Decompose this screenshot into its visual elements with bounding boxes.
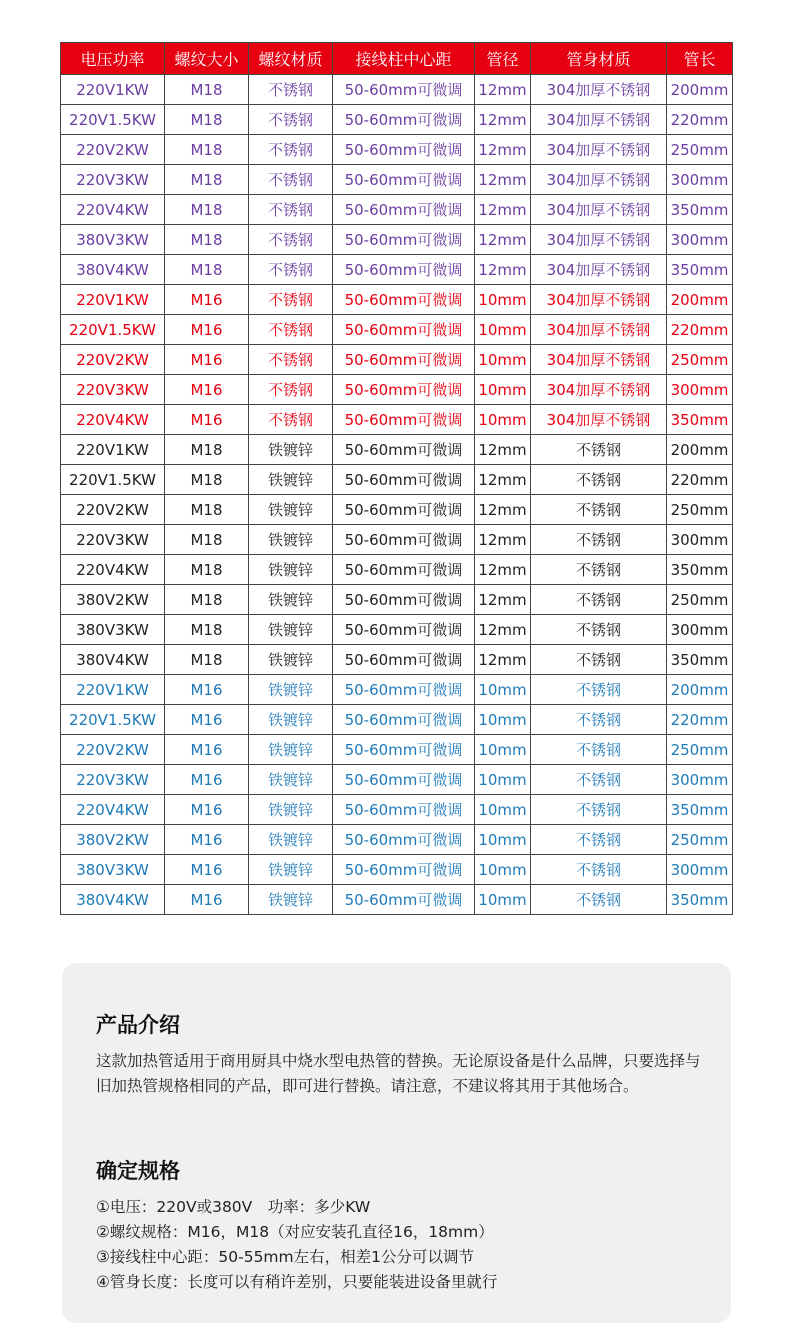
spec-table	[60, 42, 733, 915]
cell-thread-size: M18	[165, 255, 249, 285]
cell-thread-material: 不锈钢	[249, 135, 333, 165]
cell-tube-diameter: 12mm	[475, 645, 531, 675]
cell-tube-material: 304加厚不锈钢	[531, 225, 667, 255]
cell-tube-length: 300mm	[667, 855, 733, 885]
cell-thread-material: 铁镀锌	[249, 585, 333, 615]
table-header-row	[61, 43, 733, 75]
cell-tube-material: 不锈钢	[531, 615, 667, 645]
cell-tube-material: 304加厚不锈钢	[531, 195, 667, 225]
cell-tube-diameter: 10mm	[475, 315, 531, 345]
cell-thread-size: M18	[165, 225, 249, 255]
cell-thread-material: 不锈钢	[249, 345, 333, 375]
cell-voltage-power: 220V3KW	[61, 525, 165, 555]
cell-thread-size: M16	[165, 315, 249, 345]
cell-thread-material: 铁镀锌	[249, 765, 333, 795]
table-row	[61, 465, 733, 495]
cell-terminal-distance: 50-60mm可微调	[333, 645, 475, 675]
cell-voltage-power: 220V2KW	[61, 345, 165, 375]
cell-thread-material: 铁镀锌	[249, 855, 333, 885]
cell-thread-size: M18	[165, 585, 249, 615]
header-terminal-distance: 接线柱中心距	[333, 43, 475, 75]
cell-terminal-distance: 50-60mm可微调	[333, 465, 475, 495]
spec-item-length: ④管身长度：长度可以有稍许差别，只要能装进设备里就行	[96, 1273, 498, 1291]
cell-terminal-distance: 50-60mm可微调	[333, 405, 475, 435]
spec-item-voltage: ①电压：220V或380V 功率：多少KW	[96, 1198, 371, 1216]
cell-tube-diameter: 12mm	[475, 555, 531, 585]
cell-terminal-distance: 50-60mm可微调	[333, 285, 475, 315]
cell-thread-material: 不锈钢	[249, 285, 333, 315]
cell-tube-diameter: 12mm	[475, 195, 531, 225]
cell-tube-material: 304加厚不锈钢	[531, 75, 667, 105]
cell-terminal-distance: 50-60mm可微调	[333, 345, 475, 375]
cell-tube-length: 350mm	[667, 795, 733, 825]
cell-voltage-power: 220V1KW	[61, 75, 165, 105]
cell-thread-material: 不锈钢	[249, 405, 333, 435]
cell-tube-material: 不锈钢	[531, 855, 667, 885]
spec-item-terminal: ③接线柱中心距：50-55mm左右，相差1公分可以调节	[96, 1248, 474, 1266]
cell-tube-diameter: 12mm	[475, 435, 531, 465]
cell-tube-length: 220mm	[667, 465, 733, 495]
cell-terminal-distance: 50-60mm可微调	[333, 585, 475, 615]
header-thread-material: 螺纹材质	[249, 43, 333, 75]
cell-voltage-power: 220V1.5KW	[61, 465, 165, 495]
header-voltage-power: 电压功率	[61, 43, 165, 75]
table-row	[61, 675, 733, 705]
cell-tube-material: 304加厚不锈钢	[531, 255, 667, 285]
cell-thread-material: 铁镀锌	[249, 795, 333, 825]
table-row	[61, 405, 733, 435]
cell-voltage-power: 220V1.5KW	[61, 105, 165, 135]
table-row	[61, 105, 733, 135]
table-row	[61, 195, 733, 225]
cell-thread-size: M18	[165, 495, 249, 525]
cell-tube-material: 不锈钢	[531, 885, 667, 915]
cell-tube-length: 200mm	[667, 675, 733, 705]
cell-thread-material: 不锈钢	[249, 195, 333, 225]
cell-tube-length: 300mm	[667, 225, 733, 255]
table-row	[61, 585, 733, 615]
cell-tube-diameter: 10mm	[475, 405, 531, 435]
cell-terminal-distance: 50-60mm可微调	[333, 165, 475, 195]
cell-voltage-power: 220V1.5KW	[61, 315, 165, 345]
table-row	[61, 855, 733, 885]
cell-voltage-power: 220V2KW	[61, 495, 165, 525]
cell-thread-material: 铁镀锌	[249, 435, 333, 465]
table-row	[61, 555, 733, 585]
cell-thread-material: 铁镀锌	[249, 495, 333, 525]
cell-tube-material: 304加厚不锈钢	[531, 375, 667, 405]
cell-terminal-distance: 50-60mm可微调	[333, 555, 475, 585]
cell-terminal-distance: 50-60mm可微调	[333, 495, 475, 525]
cell-thread-size: M16	[165, 825, 249, 855]
cell-tube-diameter: 12mm	[475, 105, 531, 135]
cell-thread-size: M18	[165, 435, 249, 465]
cell-thread-size: M18	[165, 105, 249, 135]
cell-tube-diameter: 10mm	[475, 735, 531, 765]
cell-tube-material: 不锈钢	[531, 645, 667, 675]
cell-tube-diameter: 10mm	[475, 765, 531, 795]
cell-tube-diameter: 12mm	[475, 255, 531, 285]
spec-title: 确定规格	[96, 1159, 180, 1183]
cell-terminal-distance: 50-60mm可微调	[333, 315, 475, 345]
cell-tube-length: 220mm	[667, 105, 733, 135]
cell-tube-material: 不锈钢	[531, 585, 667, 615]
cell-thread-material: 不锈钢	[249, 315, 333, 345]
table-row	[61, 705, 733, 735]
cell-tube-length: 350mm	[667, 405, 733, 435]
cell-tube-material: 不锈钢	[531, 705, 667, 735]
cell-thread-material: 不锈钢	[249, 255, 333, 285]
cell-tube-material: 不锈钢	[531, 675, 667, 705]
table-row	[61, 885, 733, 915]
cell-tube-material: 不锈钢	[531, 495, 667, 525]
cell-tube-diameter: 10mm	[475, 825, 531, 855]
cell-thread-size: M16	[165, 375, 249, 405]
cell-tube-material: 304加厚不锈钢	[531, 315, 667, 345]
table-row	[61, 255, 733, 285]
cell-thread-size: M18	[165, 525, 249, 555]
cell-tube-length: 300mm	[667, 165, 733, 195]
cell-thread-size: M16	[165, 855, 249, 885]
cell-voltage-power: 380V4KW	[61, 255, 165, 285]
cell-tube-length: 250mm	[667, 735, 733, 765]
cell-terminal-distance: 50-60mm可微调	[333, 615, 475, 645]
header-thread-size: 螺纹大小	[165, 43, 249, 75]
cell-thread-material: 不锈钢	[249, 375, 333, 405]
cell-thread-size: M16	[165, 885, 249, 915]
cell-tube-length: 300mm	[667, 375, 733, 405]
cell-thread-material: 不锈钢	[249, 105, 333, 135]
table-row	[61, 645, 733, 675]
cell-voltage-power: 380V3KW	[61, 615, 165, 645]
cell-terminal-distance: 50-60mm可微调	[333, 705, 475, 735]
cell-voltage-power: 220V1KW	[61, 285, 165, 315]
cell-thread-size: M18	[165, 615, 249, 645]
cell-thread-size: M16	[165, 795, 249, 825]
cell-thread-size: M16	[165, 285, 249, 315]
cell-voltage-power: 220V1KW	[61, 675, 165, 705]
cell-terminal-distance: 50-60mm可微调	[333, 735, 475, 765]
cell-tube-diameter: 10mm	[475, 675, 531, 705]
cell-terminal-distance: 50-60mm可微调	[333, 795, 475, 825]
cell-thread-material: 铁镀锌	[249, 645, 333, 675]
cell-thread-size: M18	[165, 165, 249, 195]
cell-tube-length: 200mm	[667, 285, 733, 315]
cell-terminal-distance: 50-60mm可微调	[333, 135, 475, 165]
cell-voltage-power: 220V3KW	[61, 165, 165, 195]
table-row	[61, 165, 733, 195]
cell-voltage-power: 380V4KW	[61, 645, 165, 675]
cell-thread-size: M16	[165, 765, 249, 795]
table-row	[61, 315, 733, 345]
cell-tube-length: 350mm	[667, 255, 733, 285]
cell-thread-size: M16	[165, 675, 249, 705]
cell-tube-diameter: 12mm	[475, 165, 531, 195]
cell-thread-material: 铁镀锌	[249, 465, 333, 495]
cell-thread-size: M16	[165, 405, 249, 435]
cell-terminal-distance: 50-60mm可微调	[333, 825, 475, 855]
header-tube-diameter: 管径	[475, 43, 531, 75]
cell-tube-diameter: 10mm	[475, 885, 531, 915]
cell-thread-size: M18	[165, 195, 249, 225]
cell-thread-material: 铁镀锌	[249, 555, 333, 585]
spec-list	[96, 1195, 497, 1295]
cell-tube-length: 220mm	[667, 315, 733, 345]
cell-voltage-power: 380V2KW	[61, 825, 165, 855]
cell-terminal-distance: 50-60mm可微调	[333, 255, 475, 285]
cell-thread-material: 铁镀锌	[249, 525, 333, 555]
cell-thread-material: 不锈钢	[249, 165, 333, 195]
cell-thread-size: M16	[165, 735, 249, 765]
header-tube-length: 管长	[667, 43, 733, 75]
cell-tube-material: 304加厚不锈钢	[531, 285, 667, 315]
cell-voltage-power: 220V4KW	[61, 795, 165, 825]
table-row	[61, 525, 733, 555]
cell-tube-material: 不锈钢	[531, 825, 667, 855]
cell-tube-length: 300mm	[667, 615, 733, 645]
cell-tube-material: 304加厚不锈钢	[531, 105, 667, 135]
cell-thread-size: M18	[165, 555, 249, 585]
cell-tube-length: 300mm	[667, 765, 733, 795]
cell-terminal-distance: 50-60mm可微调	[333, 375, 475, 405]
cell-voltage-power: 380V3KW	[61, 225, 165, 255]
cell-tube-length: 200mm	[667, 75, 733, 105]
cell-voltage-power: 380V2KW	[61, 585, 165, 615]
cell-tube-material: 不锈钢	[531, 765, 667, 795]
cell-tube-diameter: 12mm	[475, 525, 531, 555]
cell-voltage-power: 220V1KW	[61, 435, 165, 465]
cell-voltage-power: 220V4KW	[61, 555, 165, 585]
cell-tube-material: 304加厚不锈钢	[531, 165, 667, 195]
cell-thread-material: 不锈钢	[249, 225, 333, 255]
cell-tube-length: 350mm	[667, 645, 733, 675]
cell-tube-diameter: 10mm	[475, 345, 531, 375]
table-row	[61, 825, 733, 855]
cell-tube-length: 250mm	[667, 585, 733, 615]
cell-tube-diameter: 10mm	[475, 795, 531, 825]
cell-tube-diameter: 10mm	[475, 705, 531, 735]
cell-thread-size: M18	[165, 75, 249, 105]
intro-body: 这款加热管适用于商用厨具中烧水型电热管的替换。无论原设备是什么品牌，只要选择与旧加热管规格相同的产品，即可进行替换。请注意，不建议将其用于其他场合。	[96, 1052, 701, 1095]
header-tube-material: 管身材质	[531, 43, 667, 75]
cell-tube-material: 不锈钢	[531, 735, 667, 765]
cell-voltage-power: 220V3KW	[61, 765, 165, 795]
cell-tube-material: 不锈钢	[531, 435, 667, 465]
cell-thread-size: M18	[165, 465, 249, 495]
cell-tube-length: 250mm	[667, 825, 733, 855]
table-row	[61, 795, 733, 825]
cell-voltage-power: 380V3KW	[61, 855, 165, 885]
cell-voltage-power: 220V3KW	[61, 375, 165, 405]
cell-terminal-distance: 50-60mm可微调	[333, 435, 475, 465]
cell-thread-size: M18	[165, 135, 249, 165]
table-body	[61, 75, 733, 915]
cell-tube-diameter: 12mm	[475, 465, 531, 495]
table-row	[61, 375, 733, 405]
cell-thread-size: M18	[165, 645, 249, 675]
cell-voltage-power: 220V4KW	[61, 195, 165, 225]
cell-tube-material: 304加厚不锈钢	[531, 135, 667, 165]
cell-thread-material: 铁镀锌	[249, 615, 333, 645]
cell-terminal-distance: 50-60mm可微调	[333, 885, 475, 915]
cell-voltage-power: 220V4KW	[61, 405, 165, 435]
cell-tube-length: 350mm	[667, 885, 733, 915]
cell-terminal-distance: 50-60mm可微调	[333, 675, 475, 705]
table-row	[61, 75, 733, 105]
cell-terminal-distance: 50-60mm可微调	[333, 75, 475, 105]
table-row	[61, 735, 733, 765]
table-row	[61, 495, 733, 525]
cell-tube-material: 不锈钢	[531, 465, 667, 495]
spec-item-thread: ②螺纹规格：M16，M18（对应安装孔直径16，18mm）	[96, 1223, 494, 1241]
intro-title: 产品介绍	[96, 1013, 180, 1037]
table-row	[61, 765, 733, 795]
cell-tube-material: 304加厚不锈钢	[531, 405, 667, 435]
cell-tube-diameter: 12mm	[475, 585, 531, 615]
cell-thread-material: 不锈钢	[249, 75, 333, 105]
cell-tube-diameter: 10mm	[475, 285, 531, 315]
cell-thread-material: 铁镀锌	[249, 675, 333, 705]
cell-terminal-distance: 50-60mm可微调	[333, 765, 475, 795]
cell-voltage-power: 380V4KW	[61, 885, 165, 915]
cell-terminal-distance: 50-60mm可微调	[333, 855, 475, 885]
cell-tube-diameter: 12mm	[475, 75, 531, 105]
cell-terminal-distance: 50-60mm可微调	[333, 195, 475, 225]
cell-thread-material: 铁镀锌	[249, 825, 333, 855]
cell-tube-length: 250mm	[667, 495, 733, 525]
cell-tube-length: 300mm	[667, 525, 733, 555]
cell-tube-length: 200mm	[667, 435, 733, 465]
table-row	[61, 225, 733, 255]
cell-tube-diameter: 12mm	[475, 495, 531, 525]
table-row	[61, 285, 733, 315]
table-row	[61, 615, 733, 645]
cell-terminal-distance: 50-60mm可微调	[333, 225, 475, 255]
cell-tube-length: 350mm	[667, 555, 733, 585]
cell-thread-size: M16	[165, 705, 249, 735]
cell-terminal-distance: 50-60mm可微调	[333, 105, 475, 135]
cell-voltage-power: 220V2KW	[61, 735, 165, 765]
table-row	[61, 435, 733, 465]
cell-tube-diameter: 12mm	[475, 225, 531, 255]
cell-thread-material: 铁镀锌	[249, 705, 333, 735]
cell-tube-material: 不锈钢	[531, 555, 667, 585]
cell-thread-material: 铁镀锌	[249, 735, 333, 765]
cell-tube-length: 250mm	[667, 345, 733, 375]
cell-tube-diameter: 12mm	[475, 615, 531, 645]
cell-tube-diameter: 10mm	[475, 855, 531, 885]
cell-terminal-distance: 50-60mm可微调	[333, 525, 475, 555]
cell-tube-material: 不锈钢	[531, 525, 667, 555]
cell-tube-length: 350mm	[667, 195, 733, 225]
intro-panel	[62, 963, 731, 1323]
cell-thread-material: 铁镀锌	[249, 885, 333, 915]
cell-tube-material: 304加厚不锈钢	[531, 345, 667, 375]
cell-thread-size: M16	[165, 345, 249, 375]
cell-tube-length: 250mm	[667, 135, 733, 165]
cell-tube-length: 220mm	[667, 705, 733, 735]
cell-tube-diameter: 12mm	[475, 135, 531, 165]
table-row	[61, 345, 733, 375]
cell-voltage-power: 220V1.5KW	[61, 705, 165, 735]
table-row	[61, 135, 733, 165]
cell-tube-material: 不锈钢	[531, 795, 667, 825]
cell-voltage-power: 220V2KW	[61, 135, 165, 165]
cell-tube-diameter: 10mm	[475, 375, 531, 405]
